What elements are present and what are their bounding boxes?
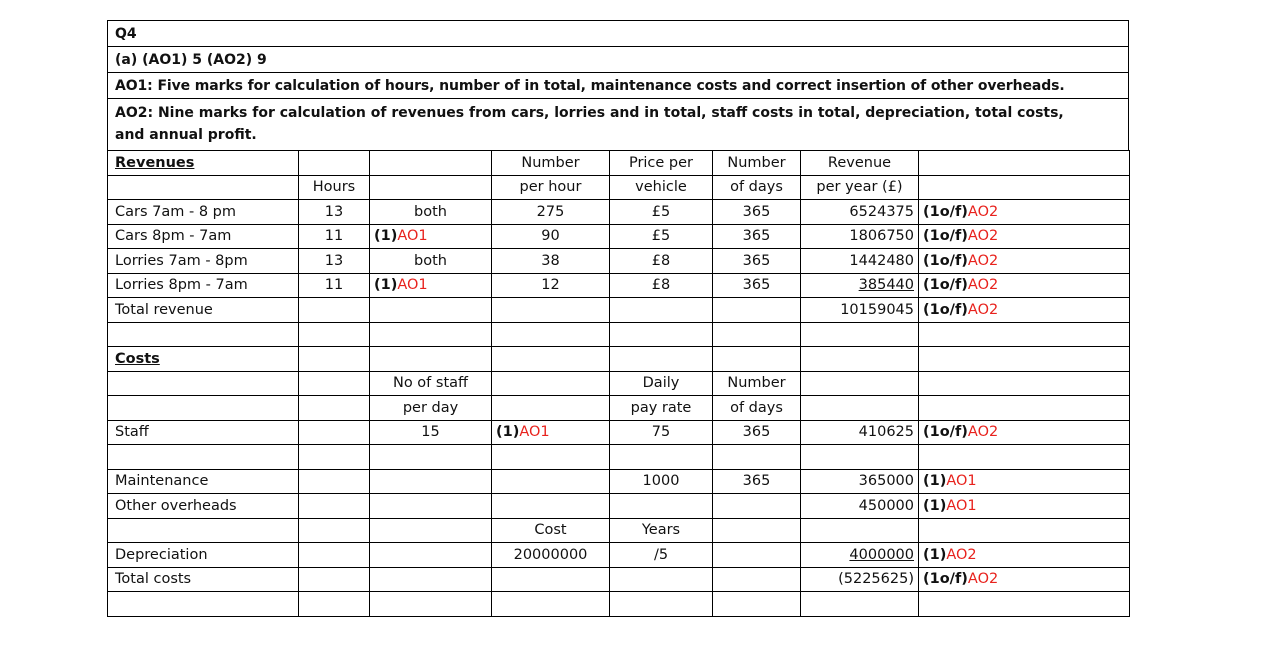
mark-text: (1) bbox=[923, 546, 947, 563]
note-cell bbox=[492, 420, 610, 445]
number-cell: 12 bbox=[492, 273, 610, 298]
row-label: Total revenue bbox=[108, 298, 299, 323]
blank-row bbox=[108, 592, 1130, 617]
number-cell: 38 bbox=[492, 249, 610, 274]
mark-scheme-sheet bbox=[107, 20, 1129, 617]
ao2-criteria bbox=[107, 98, 1129, 150]
mark-text: (1o/f) bbox=[923, 571, 968, 588]
col-header-hours: Hours bbox=[299, 175, 370, 200]
costs-header-row-2 bbox=[108, 396, 1130, 421]
total-revenue-row bbox=[108, 298, 1130, 323]
mark-cell bbox=[919, 494, 1130, 519]
hours-cell: 13 bbox=[299, 200, 370, 225]
ao-tag: AO1 bbox=[946, 473, 977, 490]
ao-tag: AO2 bbox=[967, 203, 999, 220]
col-header-rate: Daily bbox=[610, 371, 713, 396]
note-text: (1) bbox=[374, 228, 398, 245]
mark-cell bbox=[919, 567, 1130, 592]
number-cell: 275 bbox=[492, 200, 610, 225]
col-header-rate-sub: pay rate bbox=[610, 396, 713, 421]
question-number: Q4 bbox=[107, 20, 1129, 46]
revenue-row bbox=[108, 224, 1130, 249]
col-header-staff-sub: per day bbox=[370, 396, 492, 421]
ao-tag: AO1 bbox=[946, 497, 977, 514]
col-header-days: Number bbox=[713, 371, 801, 396]
revenue-row bbox=[108, 200, 1130, 225]
ao-tag: AO2 bbox=[967, 301, 999, 318]
col-header-revenue: Revenue bbox=[801, 151, 919, 176]
mark-text: (1o/f) bbox=[923, 424, 968, 441]
number-cell: 90 bbox=[492, 224, 610, 249]
col-header-staff: No of staff bbox=[370, 371, 492, 396]
question-part: (a) (AO1) 5 (AO2) 9 bbox=[107, 46, 1129, 72]
row-label: Cars 7am - 8 pm bbox=[108, 200, 299, 225]
mark-cell bbox=[919, 298, 1130, 323]
rate-cell: 1000 bbox=[610, 469, 713, 494]
mark-cell bbox=[919, 420, 1130, 445]
blank-row bbox=[108, 322, 1130, 347]
note-cell bbox=[370, 249, 492, 274]
depreciation-value: 4000000 bbox=[849, 546, 914, 563]
revenue-cell: 6524375 bbox=[801, 200, 919, 225]
note-text: (1) bbox=[496, 424, 520, 441]
mark-text: (1o/f) bbox=[923, 252, 968, 269]
ao-tag: AO2 bbox=[967, 252, 999, 269]
mark-text: (1) bbox=[923, 473, 947, 490]
revenue-value: 385440 bbox=[858, 277, 914, 294]
years-cell: /5 bbox=[610, 543, 713, 568]
mark-cell bbox=[919, 543, 1130, 568]
rate-cell: 75 bbox=[610, 420, 713, 445]
cost-cell: 365000 bbox=[801, 469, 919, 494]
ao-tag: AO2 bbox=[967, 277, 999, 294]
ao-tag: AO2 bbox=[967, 571, 999, 588]
col-header-days: Number bbox=[713, 151, 801, 176]
hours-cell: 11 bbox=[299, 224, 370, 249]
overheads-row bbox=[108, 494, 1130, 519]
note-cell bbox=[370, 200, 492, 225]
note-text: (1) bbox=[374, 277, 398, 294]
col-header-revenue-sub: per year (£) bbox=[801, 175, 919, 200]
mark-text: (1o/f) bbox=[923, 301, 968, 318]
col-header-number: Number bbox=[492, 151, 610, 176]
ao-tag: AO2 bbox=[946, 546, 977, 563]
days-cell: 365 bbox=[713, 249, 801, 274]
mark-cell bbox=[919, 249, 1130, 274]
cost-cell bbox=[801, 543, 919, 568]
ao1-criteria: AO1: Five marks for calculation of hours, number of in total, maintenance costs and correct insertion of other overheads. bbox=[107, 72, 1129, 98]
col-header-cost: Cost bbox=[492, 518, 610, 543]
mark-text: (1) bbox=[923, 497, 947, 514]
cost-cell: 410625 bbox=[801, 420, 919, 445]
staff-row bbox=[108, 420, 1130, 445]
ao-tag: AO2 bbox=[967, 228, 999, 245]
calculation-table bbox=[107, 150, 1130, 617]
price-cell: £5 bbox=[610, 224, 713, 249]
ao-tag: AO1 bbox=[397, 277, 428, 294]
ao-tag: AO1 bbox=[519, 424, 550, 441]
mark-cell bbox=[919, 224, 1130, 249]
depreciation-row bbox=[108, 543, 1130, 568]
mark-text: (1o/f) bbox=[923, 228, 968, 245]
row-label: Cars 8pm - 7am bbox=[108, 224, 299, 249]
col-header-price-sub: vehicle bbox=[610, 175, 713, 200]
depreciation-header-row bbox=[108, 518, 1130, 543]
cost-cell: 450000 bbox=[801, 494, 919, 519]
revenue-cell: 1442480 bbox=[801, 249, 919, 274]
costs-section-row bbox=[108, 347, 1130, 372]
ao2-criteria-line2: and annual profit. bbox=[115, 127, 257, 143]
row-label: Total costs bbox=[108, 567, 299, 592]
blank-row bbox=[108, 445, 1130, 470]
mark-cell bbox=[919, 273, 1130, 298]
mark-cell bbox=[919, 200, 1130, 225]
mark-text: (1o/f) bbox=[923, 277, 968, 294]
days-cell: 365 bbox=[713, 273, 801, 298]
revenue-row bbox=[108, 273, 1130, 298]
row-label: Depreciation bbox=[108, 543, 299, 568]
total-costs-row bbox=[108, 567, 1130, 592]
hours-cell: 11 bbox=[299, 273, 370, 298]
days-cell: 365 bbox=[713, 420, 801, 445]
ao-tag: AO2 bbox=[967, 424, 999, 441]
note-text: both bbox=[414, 203, 447, 220]
col-header-price: Price per bbox=[610, 151, 713, 176]
price-cell: £8 bbox=[610, 273, 713, 298]
note-cell bbox=[370, 273, 492, 298]
hours-cell: 13 bbox=[299, 249, 370, 274]
revenues-section-label: Revenues bbox=[115, 154, 195, 171]
row-label: Staff bbox=[108, 420, 299, 445]
costs-header-row-1 bbox=[108, 371, 1130, 396]
asset-cost-cell: 20000000 bbox=[492, 543, 610, 568]
row-label: Lorries 7am - 8pm bbox=[108, 249, 299, 274]
days-cell: 365 bbox=[713, 200, 801, 225]
days-cell: 365 bbox=[713, 469, 801, 494]
mark-text: (1o/f) bbox=[923, 203, 968, 220]
revenues-header-row-1 bbox=[108, 151, 1130, 176]
revenue-cell: 1806750 bbox=[801, 224, 919, 249]
revenues-header-row-2 bbox=[108, 175, 1130, 200]
row-label: Other overheads bbox=[108, 494, 299, 519]
col-header-days-sub: of days bbox=[713, 175, 801, 200]
col-header-number-sub: per hour bbox=[492, 175, 610, 200]
price-cell: £8 bbox=[610, 249, 713, 274]
costs-section-label: Costs bbox=[115, 350, 160, 367]
col-header-days-sub: of days bbox=[713, 396, 801, 421]
mark-cell bbox=[919, 469, 1130, 494]
total-costs-value: (5225625) bbox=[801, 567, 919, 592]
days-cell: 365 bbox=[713, 224, 801, 249]
ao2-criteria-line1: AO2: Nine marks for calculation of revenues from cars, lorries and in total, staff costs in total, depreciation, total costs, bbox=[115, 105, 1064, 121]
row-label: Lorries 8pm - 7am bbox=[108, 273, 299, 298]
ao-tag: AO1 bbox=[397, 228, 428, 245]
note-text: both bbox=[414, 252, 447, 269]
staff-count: 15 bbox=[370, 420, 492, 445]
maintenance-row bbox=[108, 469, 1130, 494]
col-header-years: Years bbox=[610, 518, 713, 543]
price-cell: £5 bbox=[610, 200, 713, 225]
revenue-row bbox=[108, 249, 1130, 274]
revenue-cell bbox=[801, 273, 919, 298]
row-label: Maintenance bbox=[108, 469, 299, 494]
total-revenue-value: 10159045 bbox=[801, 298, 919, 323]
note-cell bbox=[370, 224, 492, 249]
